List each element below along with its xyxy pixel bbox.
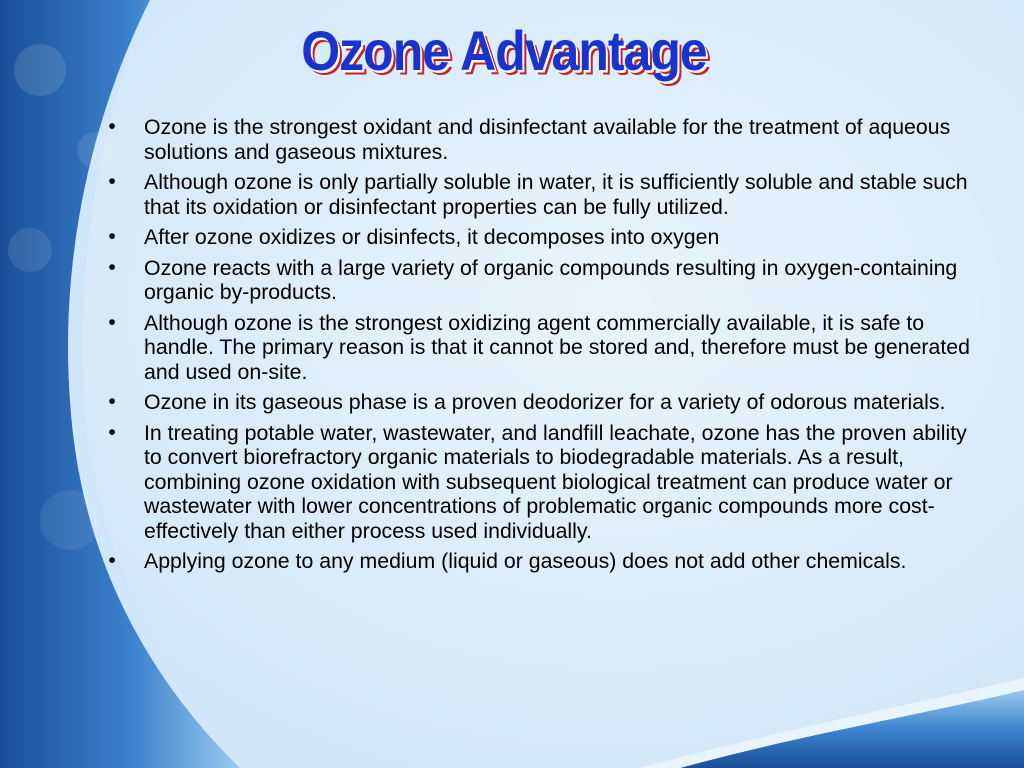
bullet-dot: • xyxy=(108,255,116,279)
bullet-text: Ozone is the strongest oxidant and disinfectant available for the treatment of aqueous solutions and gaseous mixtures. xyxy=(144,115,951,164)
list-item xyxy=(102,421,982,544)
bullet-list xyxy=(102,115,982,580)
bullet-text: Ozone in its gaseous phase is a proven deodorizer for a variety of odorous materials. xyxy=(144,390,946,414)
bubble xyxy=(40,490,100,550)
bullet-dot: • xyxy=(108,310,116,334)
bullet-text: After ozone oxidizes or disinfects, it decomposes into oxygen xyxy=(144,225,720,249)
list-item xyxy=(102,225,982,250)
bullet-text: Although ozone is the strongest oxidizing agent commercially available, it is safe to handle. The primary reason is that it cannot be stored and, therefore must be generated and used on-site. xyxy=(144,310,970,384)
list-item xyxy=(102,170,982,219)
list-item xyxy=(102,390,982,415)
list-item xyxy=(102,311,982,385)
bullet-dot: • xyxy=(108,170,116,193)
bullet-dot: • xyxy=(108,420,116,444)
bullet-text: Although ozone is only partially soluble in water, it is sufficiently soluble and stable such that its oxidation or disinfectant properties can be fully utilized. xyxy=(144,170,968,219)
list-item xyxy=(102,549,982,574)
bullet-dot: • xyxy=(108,225,116,248)
bullet-text: Ozone reacts with a large variety of organic compounds resulting in oxygen-containing organic by-products. xyxy=(144,255,958,304)
bullet-text: Applying ozone to any medium (liquid or gaseous) does not add other chemicals. xyxy=(144,549,907,573)
list-item xyxy=(102,115,982,164)
bullet-dot: • xyxy=(108,549,116,572)
bullet-dot: • xyxy=(108,390,116,413)
slide-title: Ozone Advantage xyxy=(301,19,707,83)
bubble xyxy=(8,228,52,272)
bullet-text: In treating potable water, wastewater, and landfill leachate, ozone has the proven ability to convert biorefractory organic materials to biodegradable materials. As a result, combining ozone oxidation with subsequent biological treatment can produce water or wastewater with lower concentrations of problematic organic compounds more cost-effectively than either process used individually. xyxy=(144,420,967,543)
list-item xyxy=(102,256,982,305)
bullet-dot: • xyxy=(108,115,116,138)
